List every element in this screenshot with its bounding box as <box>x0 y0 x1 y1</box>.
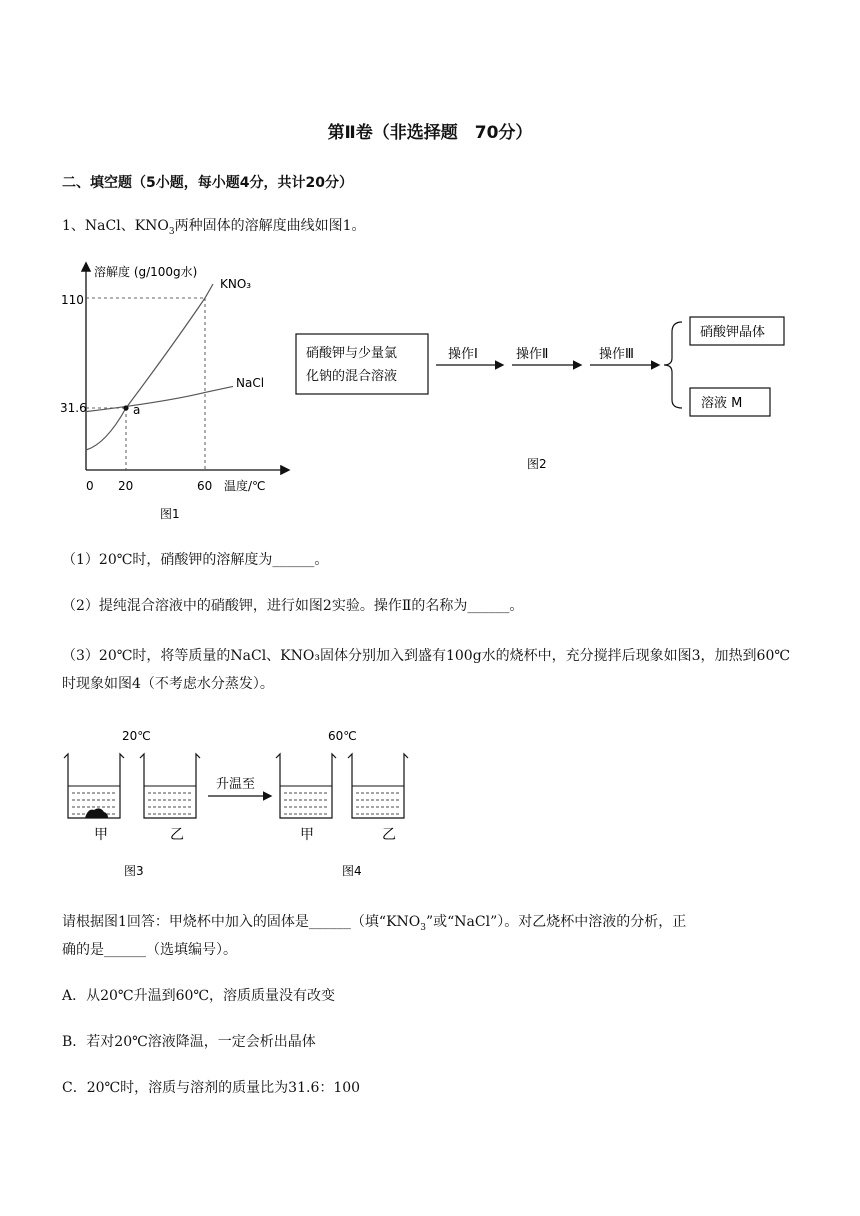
answer-prompt-pre: 请根据图1回答：甲烧杯中加入的固体是______（填“KNO <box>62 914 421 930</box>
figure-3-caption: 图3 <box>124 864 144 878</box>
figure-2-flow-diagram <box>290 310 800 480</box>
figure-4-caption: 图4 <box>342 864 362 878</box>
option-b: B．若对20℃溶液降温，一定会析出晶体 <box>62 1034 316 1050</box>
answer-prompt-line-2: 确的是______（选填编号）。 <box>62 942 237 958</box>
kno3-label: KNO₃ <box>220 277 252 291</box>
intersection-point-a <box>123 405 128 410</box>
x-tick-0: 0 <box>86 479 94 493</box>
beaker-yi-20 <box>140 754 200 818</box>
temp-20-label: 20℃ <box>122 729 151 743</box>
operation-3-label: 操作Ⅲ <box>599 347 634 362</box>
nacl-label: NaCl <box>236 376 265 390</box>
answer-prompt-line-1 <box>62 912 686 938</box>
beaker-jia-60 <box>276 754 336 818</box>
mixture-box <box>296 334 428 394</box>
nacl-curve <box>86 386 233 411</box>
figure-2-caption: 图2 <box>527 457 547 471</box>
question-1-part-2: （2）提纯混合溶液中的硝酸钾，进行如图2实验。操作Ⅱ的名称为______。 <box>62 598 524 614</box>
beaker-jia-20 <box>64 754 124 818</box>
x-tick-20: 20 <box>118 479 134 493</box>
x-axis-label: 温度/℃ <box>224 479 266 493</box>
mixture-line-2: 化钠的混合溶液 <box>306 369 398 384</box>
y-tick-31-6: 31.6 <box>60 401 87 415</box>
q1-intro-post: 两种固体的溶解度曲线如图1。 <box>174 218 366 234</box>
kno3-curve <box>86 284 213 450</box>
temp-60-label: 60℃ <box>328 729 357 743</box>
section-heading: 二、填空题（5小题，每小题4分，共计20分） <box>62 175 353 191</box>
question-1-part-3: （3）20℃时，将等质量的NaCl、KNO₃固体分别加入到盛有100g水的烧杯中，充分搅拌后现象如图3，加热到60℃时现象如图4（不考虑水分蒸发）。 <box>62 648 791 692</box>
branch-brace <box>664 322 682 408</box>
q1-intro-sub: 3 <box>168 226 175 237</box>
mixture-line-1: 硝酸钾与少量氯 <box>306 346 398 361</box>
beaker-yi-label-4: 乙 <box>382 827 396 843</box>
x-tick-60: 60 <box>197 479 213 493</box>
figure-3-4-beakers <box>60 720 430 885</box>
q1-intro-pre: 1、NaCl、KNO <box>62 218 169 234</box>
output-solution-label: 溶液 M <box>701 396 743 411</box>
option-c: C．20℃时，溶质与溶剂的质量比为31.6：100 <box>62 1080 361 1096</box>
operation-2-label: 操作Ⅱ <box>516 347 549 362</box>
beaker-jia-label-4: 甲 <box>300 827 314 843</box>
heat-arrow-label: 升温至 <box>216 777 256 792</box>
figure-1-caption: 图1 <box>160 507 180 521</box>
y-axis-label: 溶解度 (g/100g水) <box>94 265 198 279</box>
beaker-yi-60 <box>348 754 408 818</box>
undissolved-solid <box>85 808 108 818</box>
option-a: A．从20℃升温到60℃，溶质质量没有改变 <box>62 988 336 1004</box>
beaker-yi-label-3: 乙 <box>170 827 184 843</box>
y-tick-110: 110 <box>61 293 84 307</box>
output-crystal-label: 硝酸钾晶体 <box>700 325 766 340</box>
figure-1-solubility-chart <box>60 256 300 526</box>
page-title: 第Ⅱ卷（非选择题 70分） <box>327 123 533 143</box>
operation-1-label: 操作Ⅰ <box>448 347 478 362</box>
answer-prompt-sub: 3 <box>420 922 426 933</box>
beaker-jia-label-3: 甲 <box>94 827 108 843</box>
question-1-intro <box>62 216 366 242</box>
answer-prompt-post: ”或“NaCl”）。对乙烧杯中溶液的分析，正 <box>425 914 687 930</box>
point-a-label: a <box>133 403 141 417</box>
question-1-part-1: （1）20℃时，硝酸钾的溶解度为______。 <box>62 552 329 568</box>
